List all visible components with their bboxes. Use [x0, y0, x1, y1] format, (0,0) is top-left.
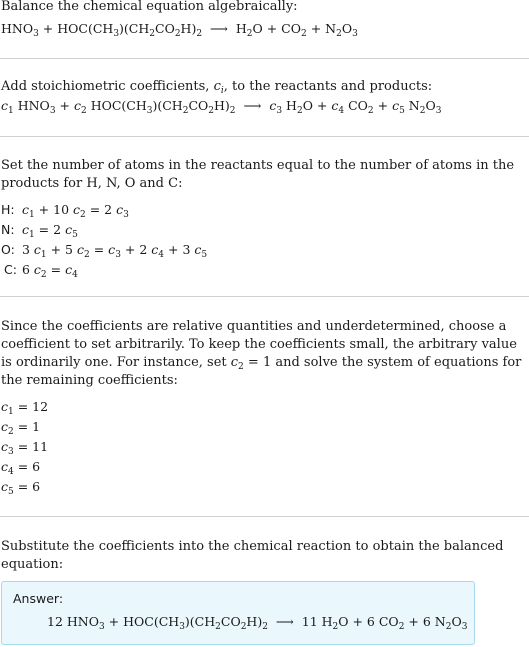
- solution-c1: $c_1 = 12$: [1, 399, 49, 417]
- element-label: N:: [1, 221, 15, 237]
- divider: [0, 136, 529, 137]
- divider: [0, 58, 529, 59]
- atom-row-n: [0, 219, 211, 239]
- step1-instruction: Balance the chemical equation algebraically:: [1, 0, 298, 14]
- step4-instruction: Since the coefficients are relative quantities and underdetermined, choose a coefficient to set arbitrarily. To keep the coefficients small, the arbitrary value is ordinarily one. For instance, set $c_2 = 1$ and solve the system of equations for the remaining coefficients:: [1, 319, 522, 388]
- solution-c5: $c_5 = 6$: [1, 479, 41, 497]
- balance-equation: $c_1 = 2$ $c_5$: [21, 221, 78, 240]
- step5-instruction: Substitute the coefficients into the chemical reaction to obtain the balanced equation:: [1, 539, 504, 572]
- element-label: O:: [1, 241, 15, 257]
- solution-c2: $c_2 = 1$: [1, 419, 41, 437]
- divider: [0, 516, 529, 517]
- balance-equation: 3 $c_1 + 5$ $c_2 = c_3 + 2$ $c_4 + 3$ $c_5$: [21, 241, 208, 260]
- balanced-equation: 12 $HNO_3 + HOC(CH_3)(CH_2CO_2H)_2$ ⟶ 11 $H_2O + 6$ $CO_2 + 6$ $N_2O_3$: [47, 614, 468, 632]
- step2-instruction: Add stoichiometric coefficients, $c_i$, to the reactants and products:: [1, 79, 433, 96]
- step2-equation: $c_1$ $HNO_3 + c_2$ $HOC(CH_3)(CH_2CO_2H)_2$ ⟶ $c_3$ $H_2O + c_4$ $CO_2 + c_5$ $N_2O_3$: [1, 98, 442, 116]
- solution-c4: $c_4 = 6$: [1, 459, 41, 477]
- element-label: C:: [4, 261, 17, 277]
- step3-instruction: Set the number of atoms in the reactants equal to the number of atoms in the products for H, N, O and C:: [1, 158, 515, 191]
- element-label: H:: [1, 201, 15, 217]
- divider: [0, 296, 529, 297]
- step1-equation: $HNO_3 + HOC(CH_3)(CH_2CO_2H)_2$ ⟶ $H_2O + CO_2 + N_2O_3$: [1, 21, 358, 39]
- atom-balance-table: [0, 199, 211, 279]
- solution-c3: $c_3 = 11$: [1, 439, 49, 457]
- balance-equation: 6 $c_2 = c_4$: [21, 261, 78, 280]
- balance-equation: $c_1 + 10$ $c_2 = 2$ $c_3$: [21, 201, 129, 220]
- answer-label: Answer:: [13, 591, 64, 606]
- atom-row-c: [0, 259, 211, 279]
- answer-box: [1, 581, 475, 645]
- atom-row-o: [0, 239, 211, 259]
- atom-row-h: [0, 199, 211, 219]
